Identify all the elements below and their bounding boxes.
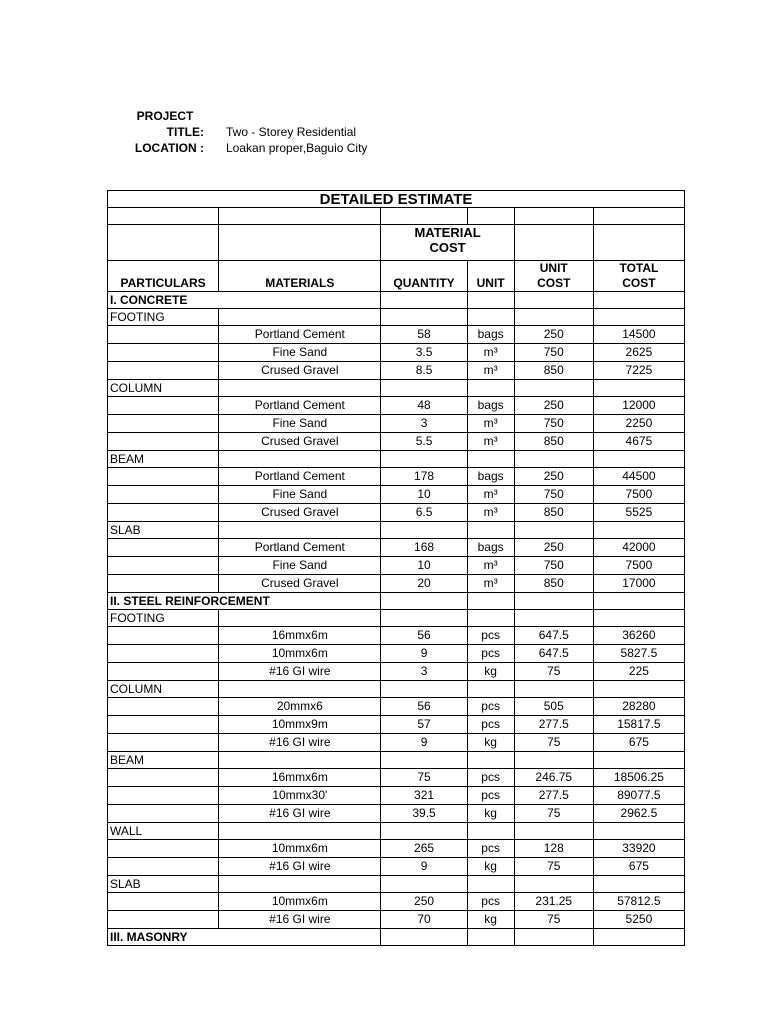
blank-cell [593, 225, 684, 261]
quantity-cell: 321 [381, 787, 467, 805]
unit-cost-cell: 850 [514, 433, 593, 451]
table-row [108, 716, 685, 734]
total-cost-cell: 675 [593, 734, 684, 752]
blank-cell [381, 292, 467, 309]
table-row [108, 593, 685, 610]
total-cost-cell: 15817.5 [593, 716, 684, 734]
blank-cell [108, 326, 219, 344]
total-cost-cell: 12000 [593, 397, 684, 415]
blank-cell [381, 876, 467, 893]
material-cell: #16 GI wire [219, 911, 381, 929]
total-cost-cell: 44500 [593, 468, 684, 486]
blank-cell [514, 876, 593, 893]
unit-cell: m³ [467, 344, 514, 362]
subsection-label: COLUMN [108, 380, 219, 397]
blank-cell [593, 610, 684, 627]
table-row [108, 522, 685, 539]
unit-cost-cell: 647.5 [514, 645, 593, 663]
unit-cost-cell: 277.5 [514, 787, 593, 805]
blank-cell [381, 610, 467, 627]
table-row [108, 769, 685, 787]
material-cost-line-2: COST [429, 240, 466, 255]
section-label: III. MASONRY [108, 929, 381, 946]
blank-cell [593, 752, 684, 769]
quantity-cell: 9 [381, 734, 467, 752]
blank-cell [514, 610, 593, 627]
blank-cell [514, 208, 593, 225]
quantity-cell: 178 [381, 468, 467, 486]
material-cell: Fine Sand [219, 344, 381, 362]
blank-cell [514, 292, 593, 309]
total-cost-cell: 4675 [593, 433, 684, 451]
blank-cell [108, 225, 219, 261]
total-cost-cell: 5827.5 [593, 645, 684, 663]
table-row [108, 610, 685, 627]
blank-cell [593, 929, 684, 946]
table-row [108, 663, 685, 681]
table-row [108, 893, 685, 911]
blank-cell [108, 486, 219, 504]
quantity-cell: 6.5 [381, 504, 467, 522]
material-cell: 10mmx6m [219, 893, 381, 911]
blank-cell [593, 593, 684, 610]
total-cost-cell: 14500 [593, 326, 684, 344]
blank-cell [108, 858, 219, 876]
blank-cell [219, 208, 381, 225]
quantity-cell: 58 [381, 326, 467, 344]
quantity-cell: 20 [381, 575, 467, 593]
material-cell: Crused Gravel [219, 362, 381, 380]
unit-cost-cell: 750 [514, 344, 593, 362]
unit-cell: kg [467, 911, 514, 929]
unit-cell: pcs [467, 698, 514, 716]
unit-cell: m³ [467, 433, 514, 451]
blank-cell [593, 876, 684, 893]
unit-cell: m³ [467, 575, 514, 593]
quantity-cell: 56 [381, 698, 467, 716]
unit-cost-cell: 250 [514, 539, 593, 557]
total-cost-cell: 28280 [593, 698, 684, 716]
header-unit-cost [514, 261, 593, 292]
blank-cell [467, 292, 514, 309]
unit-cost-cell: 75 [514, 805, 593, 823]
blank-cell [467, 380, 514, 397]
blank-cell [381, 208, 467, 225]
subsection-label: BEAM [108, 451, 219, 468]
unit-cell: m³ [467, 504, 514, 522]
unit-cell: kg [467, 805, 514, 823]
unit-cell: pcs [467, 645, 514, 663]
project-label: PROJECT [136, 109, 194, 123]
total-cost-cell: 7500 [593, 486, 684, 504]
blank-cell [108, 769, 219, 787]
material-cell: #16 GI wire [219, 734, 381, 752]
table-row [108, 415, 685, 433]
blank-cell [108, 504, 219, 522]
project-label-row [112, 108, 367, 124]
blank-cell [514, 929, 593, 946]
material-cell: Portland Cement [219, 539, 381, 557]
total-cost-cell: 42000 [593, 539, 684, 557]
blank-cell [381, 752, 467, 769]
quantity-cell: 8.5 [381, 362, 467, 380]
header-unit-cost-2: COST [537, 276, 571, 290]
blank-cell [514, 380, 593, 397]
material-cell: Portland Cement [219, 326, 381, 344]
subsection-label: SLAB [108, 522, 219, 539]
blank-cell [381, 380, 467, 397]
material-cell: Portland Cement [219, 397, 381, 415]
table-row [108, 734, 685, 752]
blank-cell [219, 752, 381, 769]
blank-cell [108, 557, 219, 575]
blank-cell [108, 362, 219, 380]
table-row [108, 557, 685, 575]
blank-cell [514, 823, 593, 840]
blank-cell [108, 468, 219, 486]
table-row [108, 823, 685, 840]
unit-cell: pcs [467, 627, 514, 645]
material-cost-header [381, 225, 514, 261]
header-materials: MATERIALS [219, 261, 381, 292]
blank-cell [108, 415, 219, 433]
header-total-cost [593, 261, 684, 292]
blank-cell [514, 752, 593, 769]
unit-cell: pcs [467, 716, 514, 734]
quantity-cell: 3 [381, 415, 467, 433]
total-cost-cell: 89077.5 [593, 787, 684, 805]
table-row [108, 840, 685, 858]
blank-cell [108, 208, 219, 225]
blank-cell [467, 752, 514, 769]
unit-cell: m³ [467, 486, 514, 504]
quantity-cell: 265 [381, 840, 467, 858]
table-row [108, 397, 685, 415]
total-cost-cell: 18506.25 [593, 769, 684, 787]
material-cell: 16mmx6m [219, 627, 381, 645]
unit-cost-cell: 75 [514, 734, 593, 752]
blank-cell [108, 433, 219, 451]
unit-cost-cell: 750 [514, 486, 593, 504]
total-cost-cell: 225 [593, 663, 684, 681]
table-row [108, 575, 685, 593]
subsection-label: SLAB [108, 876, 219, 893]
subsection-label: BEAM [108, 752, 219, 769]
unit-cost-cell: 250 [514, 468, 593, 486]
table-row [108, 380, 685, 397]
table-row [108, 858, 685, 876]
blank-cell [219, 309, 381, 326]
material-cell: 16mmx6m [219, 769, 381, 787]
section-label: I. CONCRETE [108, 292, 381, 309]
quantity-cell: 10 [381, 557, 467, 575]
unit-cost-cell: 75 [514, 858, 593, 876]
blank-cell [108, 627, 219, 645]
material-cell: 10mmx6m [219, 840, 381, 858]
table-row [108, 309, 685, 326]
table-row [108, 805, 685, 823]
header-quantity: QUANTITY [381, 261, 467, 292]
quantity-cell: 9 [381, 858, 467, 876]
blank-cell [108, 840, 219, 858]
blank-cell [593, 451, 684, 468]
unit-cost-cell: 647.5 [514, 627, 593, 645]
table-row [108, 645, 685, 663]
location-row [112, 140, 367, 156]
blank-cell [514, 593, 593, 610]
blank-cell [514, 451, 593, 468]
material-cell: #16 GI wire [219, 858, 381, 876]
table-row [108, 681, 685, 698]
blank-cell [467, 823, 514, 840]
table-row [108, 433, 685, 451]
material-cell: Crused Gravel [219, 433, 381, 451]
blank-cell [381, 929, 467, 946]
blank-cell [593, 681, 684, 698]
blank-cell [108, 397, 219, 415]
quantity-cell: 75 [381, 769, 467, 787]
blank-cell [467, 522, 514, 539]
unit-cell: kg [467, 858, 514, 876]
total-cost-cell: 5525 [593, 504, 684, 522]
material-cell: #16 GI wire [219, 805, 381, 823]
blank-cell [219, 823, 381, 840]
blank-cell [381, 522, 467, 539]
material-cell: Fine Sand [219, 415, 381, 433]
header-total-cost-2: COST [622, 276, 656, 290]
unit-cell: bags [467, 468, 514, 486]
table-title: DETAILED ESTIMATE [108, 191, 685, 208]
table-row [108, 911, 685, 929]
detailed-estimate-table [107, 190, 685, 946]
blank-cell [593, 522, 684, 539]
unit-cost-cell: 750 [514, 557, 593, 575]
blank-cell [108, 663, 219, 681]
quantity-cell: 10 [381, 486, 467, 504]
total-cost-cell: 2625 [593, 344, 684, 362]
table-row [108, 344, 685, 362]
quantity-cell: 39.5 [381, 805, 467, 823]
unit-cost-cell: 850 [514, 504, 593, 522]
quantity-cell: 48 [381, 397, 467, 415]
unit-cost-cell: 75 [514, 663, 593, 681]
total-cost-cell: 7225 [593, 362, 684, 380]
blank-cell [381, 823, 467, 840]
blank-cell [108, 805, 219, 823]
table-row [108, 539, 685, 557]
material-cell: 10mmx6m [219, 645, 381, 663]
blank-cell [108, 911, 219, 929]
title-value: Two - Storey Residential [226, 125, 357, 139]
material-cell: 10mmx9m [219, 716, 381, 734]
quantity-cell: 70 [381, 911, 467, 929]
unit-cost-cell: 250 [514, 326, 593, 344]
quantity-cell: 57 [381, 716, 467, 734]
blank-cell [467, 681, 514, 698]
total-cost-cell: 2250 [593, 415, 684, 433]
blank-cell [514, 681, 593, 698]
quantity-cell: 168 [381, 539, 467, 557]
unit-cost-cell: 850 [514, 575, 593, 593]
blank-cell [108, 787, 219, 805]
unit-cell: m³ [467, 415, 514, 433]
material-cell: 10mmx30' [219, 787, 381, 805]
blank-cell [108, 698, 219, 716]
blank-cell [514, 309, 593, 326]
unit-cost-cell: 750 [514, 415, 593, 433]
header-unit: UNIT [467, 261, 514, 292]
unit-cost-cell: 277.5 [514, 716, 593, 734]
quantity-cell: 5.5 [381, 433, 467, 451]
table-row [108, 504, 685, 522]
unit-cost-cell: 246.75 [514, 769, 593, 787]
title-label: TITLE: [166, 125, 204, 139]
quantity-cell: 56 [381, 627, 467, 645]
blank-cell [467, 593, 514, 610]
blank-cell [593, 380, 684, 397]
project-info [112, 108, 367, 156]
unit-cost-cell: 850 [514, 362, 593, 380]
total-cost-cell: 675 [593, 858, 684, 876]
header-total-cost-1: TOTAL [619, 261, 659, 275]
blank-cell [108, 539, 219, 557]
total-cost-cell: 5250 [593, 911, 684, 929]
unit-cell: bags [467, 326, 514, 344]
unit-cost-cell: 128 [514, 840, 593, 858]
material-cell: Crused Gravel [219, 504, 381, 522]
subsection-label: WALL [108, 823, 219, 840]
location-value: Loakan proper,Baguio City [226, 141, 368, 155]
unit-cell: pcs [467, 787, 514, 805]
blank-cell [219, 610, 381, 627]
blank-cell [467, 451, 514, 468]
header-particulars: PARTICULARS [108, 261, 219, 292]
unit-cell: kg [467, 734, 514, 752]
table-row [108, 787, 685, 805]
unit-cell: bags [467, 397, 514, 415]
total-cost-cell: 33920 [593, 840, 684, 858]
header-unit-cost-1: UNIT [539, 261, 568, 275]
blank-cell [381, 309, 467, 326]
table-row [108, 876, 685, 893]
unit-cost-cell: 231.25 [514, 893, 593, 911]
blank-cell [108, 344, 219, 362]
title-row [112, 124, 367, 140]
table-row [108, 929, 685, 946]
total-cost-cell: 7500 [593, 557, 684, 575]
blank-cell [108, 575, 219, 593]
section-label: II. STEEL REINFORCEMENT [108, 593, 381, 610]
quantity-cell: 3.5 [381, 344, 467, 362]
blank-cell [108, 716, 219, 734]
blank-cell [593, 292, 684, 309]
blank-cell [219, 380, 381, 397]
subsection-label: FOOTING [108, 309, 219, 326]
table-row [108, 362, 685, 380]
unit-cell: bags [467, 539, 514, 557]
blank-cell [467, 876, 514, 893]
total-cost-cell: 17000 [593, 575, 684, 593]
unit-cell: pcs [467, 769, 514, 787]
blank-cell [593, 309, 684, 326]
material-cell: Crused Gravel [219, 575, 381, 593]
unit-cell: pcs [467, 840, 514, 858]
material-cell: Fine Sand [219, 486, 381, 504]
blank-cell [593, 208, 684, 225]
unit-cost-cell: 505 [514, 698, 593, 716]
table-row [108, 486, 685, 504]
blank-cell [514, 522, 593, 539]
blank-cell [381, 681, 467, 698]
blank-cell [219, 225, 381, 261]
table-row [108, 752, 685, 769]
blank-cell [467, 929, 514, 946]
quantity-cell: 250 [381, 893, 467, 911]
blank-cell [593, 823, 684, 840]
unit-cell: pcs [467, 893, 514, 911]
blank-cell [381, 593, 467, 610]
blank-cell [108, 734, 219, 752]
unit-cell: m³ [467, 362, 514, 380]
blank-cell [381, 451, 467, 468]
total-cost-cell: 57812.5 [593, 893, 684, 911]
total-cost-cell: 36260 [593, 627, 684, 645]
material-cell: 20mmx6 [219, 698, 381, 716]
blank-cell [467, 610, 514, 627]
material-cell: Fine Sand [219, 557, 381, 575]
material-cell: #16 GI wire [219, 663, 381, 681]
blank-cell [219, 522, 381, 539]
table-row [108, 451, 685, 468]
quantity-cell: 9 [381, 645, 467, 663]
material-cell: Portland Cement [219, 468, 381, 486]
blank-cell [219, 451, 381, 468]
quantity-cell: 3 [381, 663, 467, 681]
total-cost-cell: 2962.5 [593, 805, 684, 823]
location-label: LOCATION : [134, 141, 204, 155]
blank-cell [467, 208, 514, 225]
unit-cell: kg [467, 663, 514, 681]
table-row [108, 627, 685, 645]
blank-cell [219, 681, 381, 698]
blank-cell [514, 225, 593, 261]
blank-cell [467, 309, 514, 326]
subsection-label: COLUMN [108, 681, 219, 698]
unit-cell: m³ [467, 557, 514, 575]
unit-cost-cell: 75 [514, 911, 593, 929]
blank-cell [108, 893, 219, 911]
subsection-label: FOOTING [108, 610, 219, 627]
blank-cell [219, 876, 381, 893]
blank-cell [108, 645, 219, 663]
table-row [108, 698, 685, 716]
material-cost-line-1: MATERIAL [414, 225, 481, 240]
unit-cost-cell: 250 [514, 397, 593, 415]
table-row [108, 326, 685, 344]
table-row [108, 468, 685, 486]
table-row [108, 292, 685, 309]
